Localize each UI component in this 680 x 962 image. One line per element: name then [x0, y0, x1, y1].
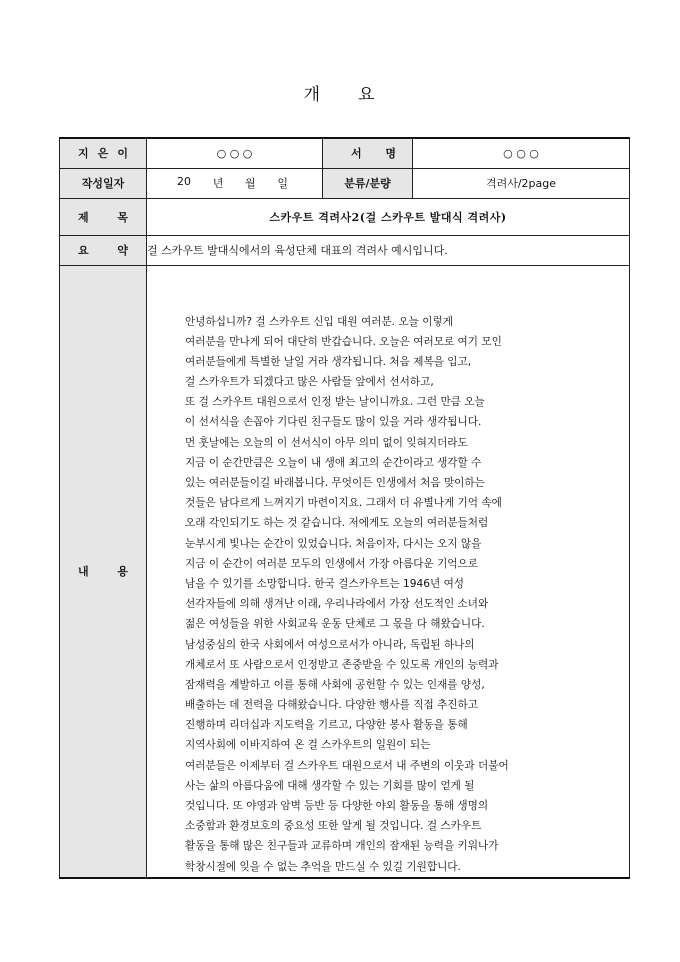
category-value: 격려사/2page — [413, 168, 630, 198]
book-title-value: ○ ○ ○ — [413, 138, 630, 168]
content-line: 여러분을 만나게 되어 대단히 반갑습니다. 오늘은 여러모로 여기 모인 — [185, 335, 502, 348]
content-line: 것들은 남다르게 느껴지기 마련이지요. 그래서 더 유별나게 기억 속에 — [185, 497, 502, 510]
date-value: 20 년 월 일 — [147, 168, 323, 198]
content-line: 또 걸 스카우트 대원으로서 인정 받는 날이니까요. 그런 만큼 오늘 — [185, 396, 485, 409]
author-label: 지 은 이 — [60, 138, 147, 168]
summary-value: 걸 스카우트 발대식에서의 육성단체 대표의 격려사 예시입니다. — [147, 235, 630, 265]
content-line: 안녕하십니까? 걸 스카우트 신입 대원 여러분. 오늘 이렇게 — [185, 315, 453, 328]
row-summary — [60, 235, 630, 265]
content-line: 이 선서식을 손꼽아 기다린 친구들도 많이 있을 거라 생각됩니다. — [185, 416, 482, 429]
subject-value: 스카우트 격려사2(걸 스카우트 발대식 격려사) — [147, 198, 630, 235]
row-date-category — [60, 168, 630, 198]
row-subject — [60, 198, 630, 235]
row-author-book — [60, 138, 630, 168]
author-value: ○ ○ ○ — [147, 138, 323, 168]
content-line: 오래 각인되기도 하는 것 같습니다. 저에게도 오늘의 여러분들처럼 — [185, 517, 489, 530]
content-line: 여러분들에게 특별한 날일 거라 생각됩니다. 처음 제복을 입고, — [185, 355, 472, 368]
document-title-char-2: 요 — [358, 85, 377, 105]
summary-label: 요 약 — [60, 235, 147, 265]
content-text — [147, 266, 629, 877]
content-line: 지역사회에 이바지하여 온 걸 스카우트의 일원이 되는 — [185, 739, 431, 752]
content-line: 지금 이 순간이 여러분 모두의 인생에서 가장 아름다운 기억으로 — [185, 557, 479, 570]
subject-label: 제 목 — [60, 198, 147, 235]
date-label: 작성일자 — [60, 168, 147, 198]
book-title-label: 서 명 — [323, 138, 413, 168]
content-line: 걸 스카우트가 되겠다고 많은 사람들 앞에서 선서하고, — [185, 376, 434, 389]
content-line: 소중함과 환경보호의 중요성 또한 알게 될 것입니다. 걸 스카우트 — [185, 820, 482, 833]
content-line: 남성중심의 한국 사회에서 여성으로서가 아니라, 독립된 하나의 — [185, 638, 475, 651]
summary-table — [59, 137, 630, 879]
content-line: 선각자들에 의해 생겨난 이래, 우리나라에서 가장 선도적인 소녀와 — [185, 598, 489, 611]
content-label: 내 용 — [60, 265, 147, 878]
category-label: 분류/분량 — [323, 168, 413, 198]
content-line: 학창시절에 잊을 수 없는 추억을 만드실 수 있길 기원합니다. — [185, 860, 461, 873]
content-line: 여러분들은 이제부터 걸 스카우트 대원으로서 내 주변의 이웃과 더불어 — [185, 759, 509, 772]
document-title — [0, 80, 680, 105]
content-line: 활동을 통해 많은 친구들과 교류하며 개인의 잠재된 능력을 키워나가 — [185, 840, 499, 853]
content-line: 먼 훗날에는 오늘의 이 선서식이 아무 의미 없이 잊혀지더라도 — [185, 436, 468, 449]
content-line: 지금 이 순간만큼은 오늘이 내 생애 최고의 순간이라고 생각할 수 — [185, 456, 482, 469]
content-line: 젊은 여성들을 위한 사회교육 운동 단체로 그 몫을 다 해왔습니다. — [185, 618, 485, 631]
content-line: 눈부시게 빛나는 순간이 있었습니다. 처음이자, 다시는 오지 않을 — [185, 537, 482, 550]
content-body — [147, 265, 630, 878]
content-line: 잠재력을 계발하고 이를 통해 사회에 공헌할 수 있는 인재를 양성, — [185, 678, 485, 691]
content-line: 남을 수 있기를 소망합니다. 한국 걸스카우트는 1946년 여성 — [185, 577, 465, 590]
content-line: 것입니다. 또 야영과 암벽 등반 등 다양한 야외 활동을 통해 생명의 — [185, 800, 489, 812]
row-content — [60, 265, 630, 878]
content-line: 배출하는 데 전력을 다해왔습니다. 다양한 행사를 직접 추진하고 — [185, 699, 479, 712]
document-title-char-1: 개 — [303, 85, 322, 105]
content-line: 있는 여러분들이길 바래봅니다. 무엇이든 인생에서 처음 맞이하는 — [185, 477, 485, 489]
content-line: 개체로서 또 사람으로서 인정받고 존중받을 수 있도록 개인의 능력과 — [185, 658, 499, 671]
content-line: 진행하며 리더십과 지도력을 기르고, 다양한 봉사 활동을 통해 — [185, 719, 468, 732]
content-line: 사는 삶의 아름다움에 대해 생각할 수 있는 기회를 많이 얻게 될 — [185, 779, 475, 792]
